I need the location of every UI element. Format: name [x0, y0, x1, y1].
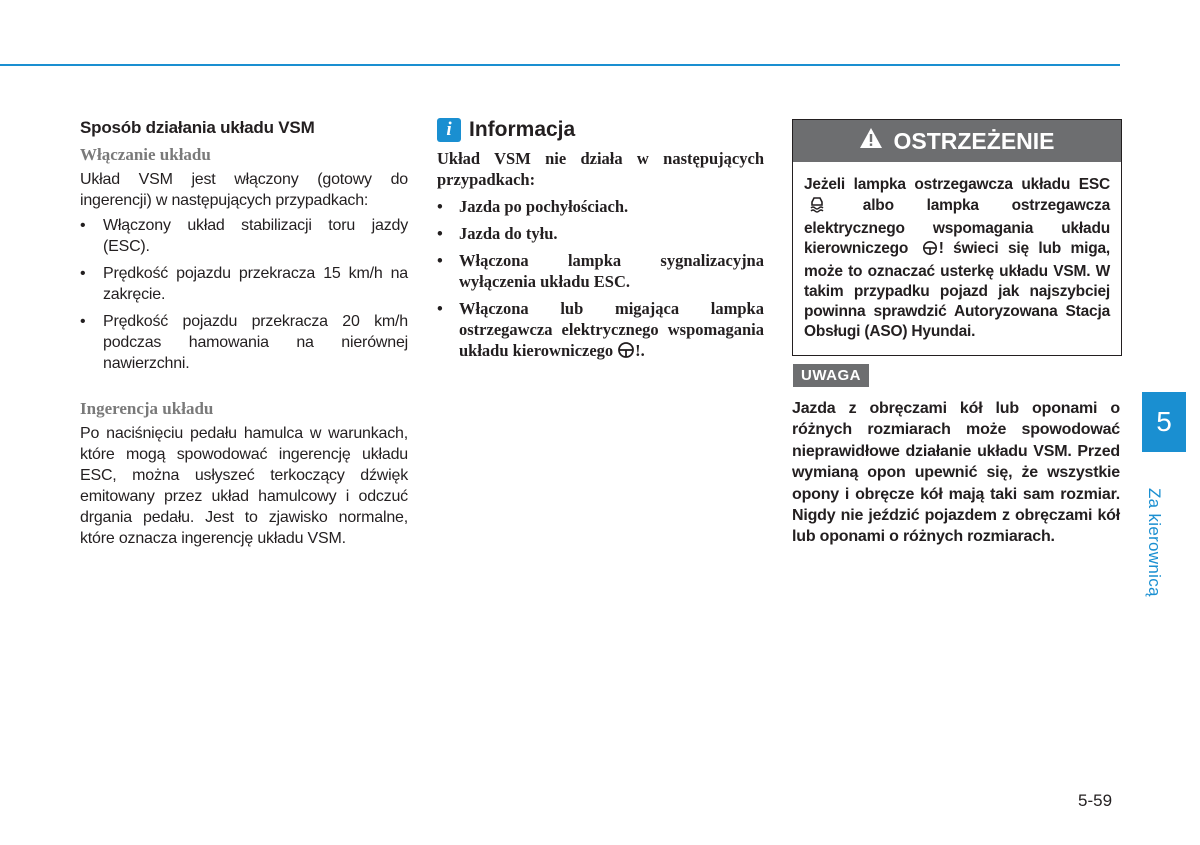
list-item: • Włączona lampka sygnalizacyjna wyłączenia układu ESC. — [437, 250, 764, 292]
intervention-paragraph: Po naciśnięciu pedału hamulca w warunkach, które mogą spowodować ingerencję układu ESC, można usłyszeć terkoczący dźwięk emitowany przez układ hamulcowy i odczuć drgania pedału. Jest to zjawisko normalne, które oznacza ingerencję układu VSM. — [80, 425, 408, 547]
subheading-activation: Włączanie układu — [80, 145, 211, 164]
warning-header — [793, 120, 1121, 162]
info-header — [437, 118, 764, 142]
warning-box — [792, 119, 1122, 356]
warning-triangle-icon — [859, 127, 883, 155]
left-column — [80, 117, 408, 553]
subheading-intervention: Ingerencja układu — [80, 399, 214, 418]
steering-symbol-suffix: !. — [635, 341, 645, 360]
warning-title: OSTRZEŻENIE — [893, 127, 1055, 154]
warning-text-part: Jeżeli lampka ostrzegawcza układu ESC — [804, 176, 1110, 193]
esc-warning-icon — [808, 195, 826, 219]
list-item: • Prędkość pojazdu przekracza 15 km/h na zakręcie. — [80, 263, 408, 305]
info-icon: i — [437, 118, 461, 142]
info-intro: Układ VSM nie działa w następujących przypadkach: — [437, 149, 764, 189]
list-item — [437, 298, 764, 361]
warning-text — [793, 162, 1121, 355]
list-item-text: Włączona lub migająca lampka ostrzegawcza elektrycznego wspomagania układu kierowniczego — [459, 299, 764, 360]
info-body — [437, 148, 764, 361]
caution-text: Jazda z obręczami kół lub oponami o różnych rozmiarach może spowodować nieprawidłowe działanie układu VSM. Przed wymianą opon upewnić się, że wszystkie opony i obręcze kół mają taki sam rozmiar. Nigdy nie jeździć pojazdem z obręczami kół lub oponami o różnych rozmiarach. — [792, 400, 1120, 546]
page-number: 5-59 — [1078, 791, 1113, 810]
activation-paragraph: Układ VSM jest włączony (gotowy do ingerencji) w następujących przypadkach: — [80, 171, 408, 209]
steering-warning-icon — [617, 341, 635, 359]
chapter-number-tab: 5 — [1142, 392, 1186, 452]
header-rule — [0, 64, 1120, 66]
info-list — [437, 196, 764, 361]
list-item: • Prędkość pojazdu przekracza 20 km/h podczas hamowania na nierównej nawierzchni. — [80, 311, 408, 374]
warning-text-part: albo lampka ostrzegawcza elektrycznego wspomagania układu kierowniczego — [804, 197, 1110, 257]
info-section — [437, 118, 764, 367]
list-item: • Jazda do tyłu. — [437, 223, 764, 244]
chapter-title: Za kierownicą — [1145, 488, 1164, 597]
info-title: Informacja — [469, 118, 576, 141]
activation-list — [80, 215, 408, 374]
list-item: • Włączony układ stabilizacji toru jazdy (ESC). — [80, 215, 408, 257]
list-item: • Jazda po pochyłościach. — [437, 196, 764, 217]
steering-warning-icon — [922, 240, 938, 262]
section-title: Sposób działania układu VSM — [80, 118, 315, 137]
caution-badge: UWAGA — [793, 364, 869, 387]
warning-text-part: ! świeci się lub miga, może to oznaczać usterkę układu VSM. W takim przypadku pojazd jak najszybciej powinna sprawdzić Autoryzowana Stacja Obsługi (ASO) Hyundai. — [804, 240, 1110, 340]
